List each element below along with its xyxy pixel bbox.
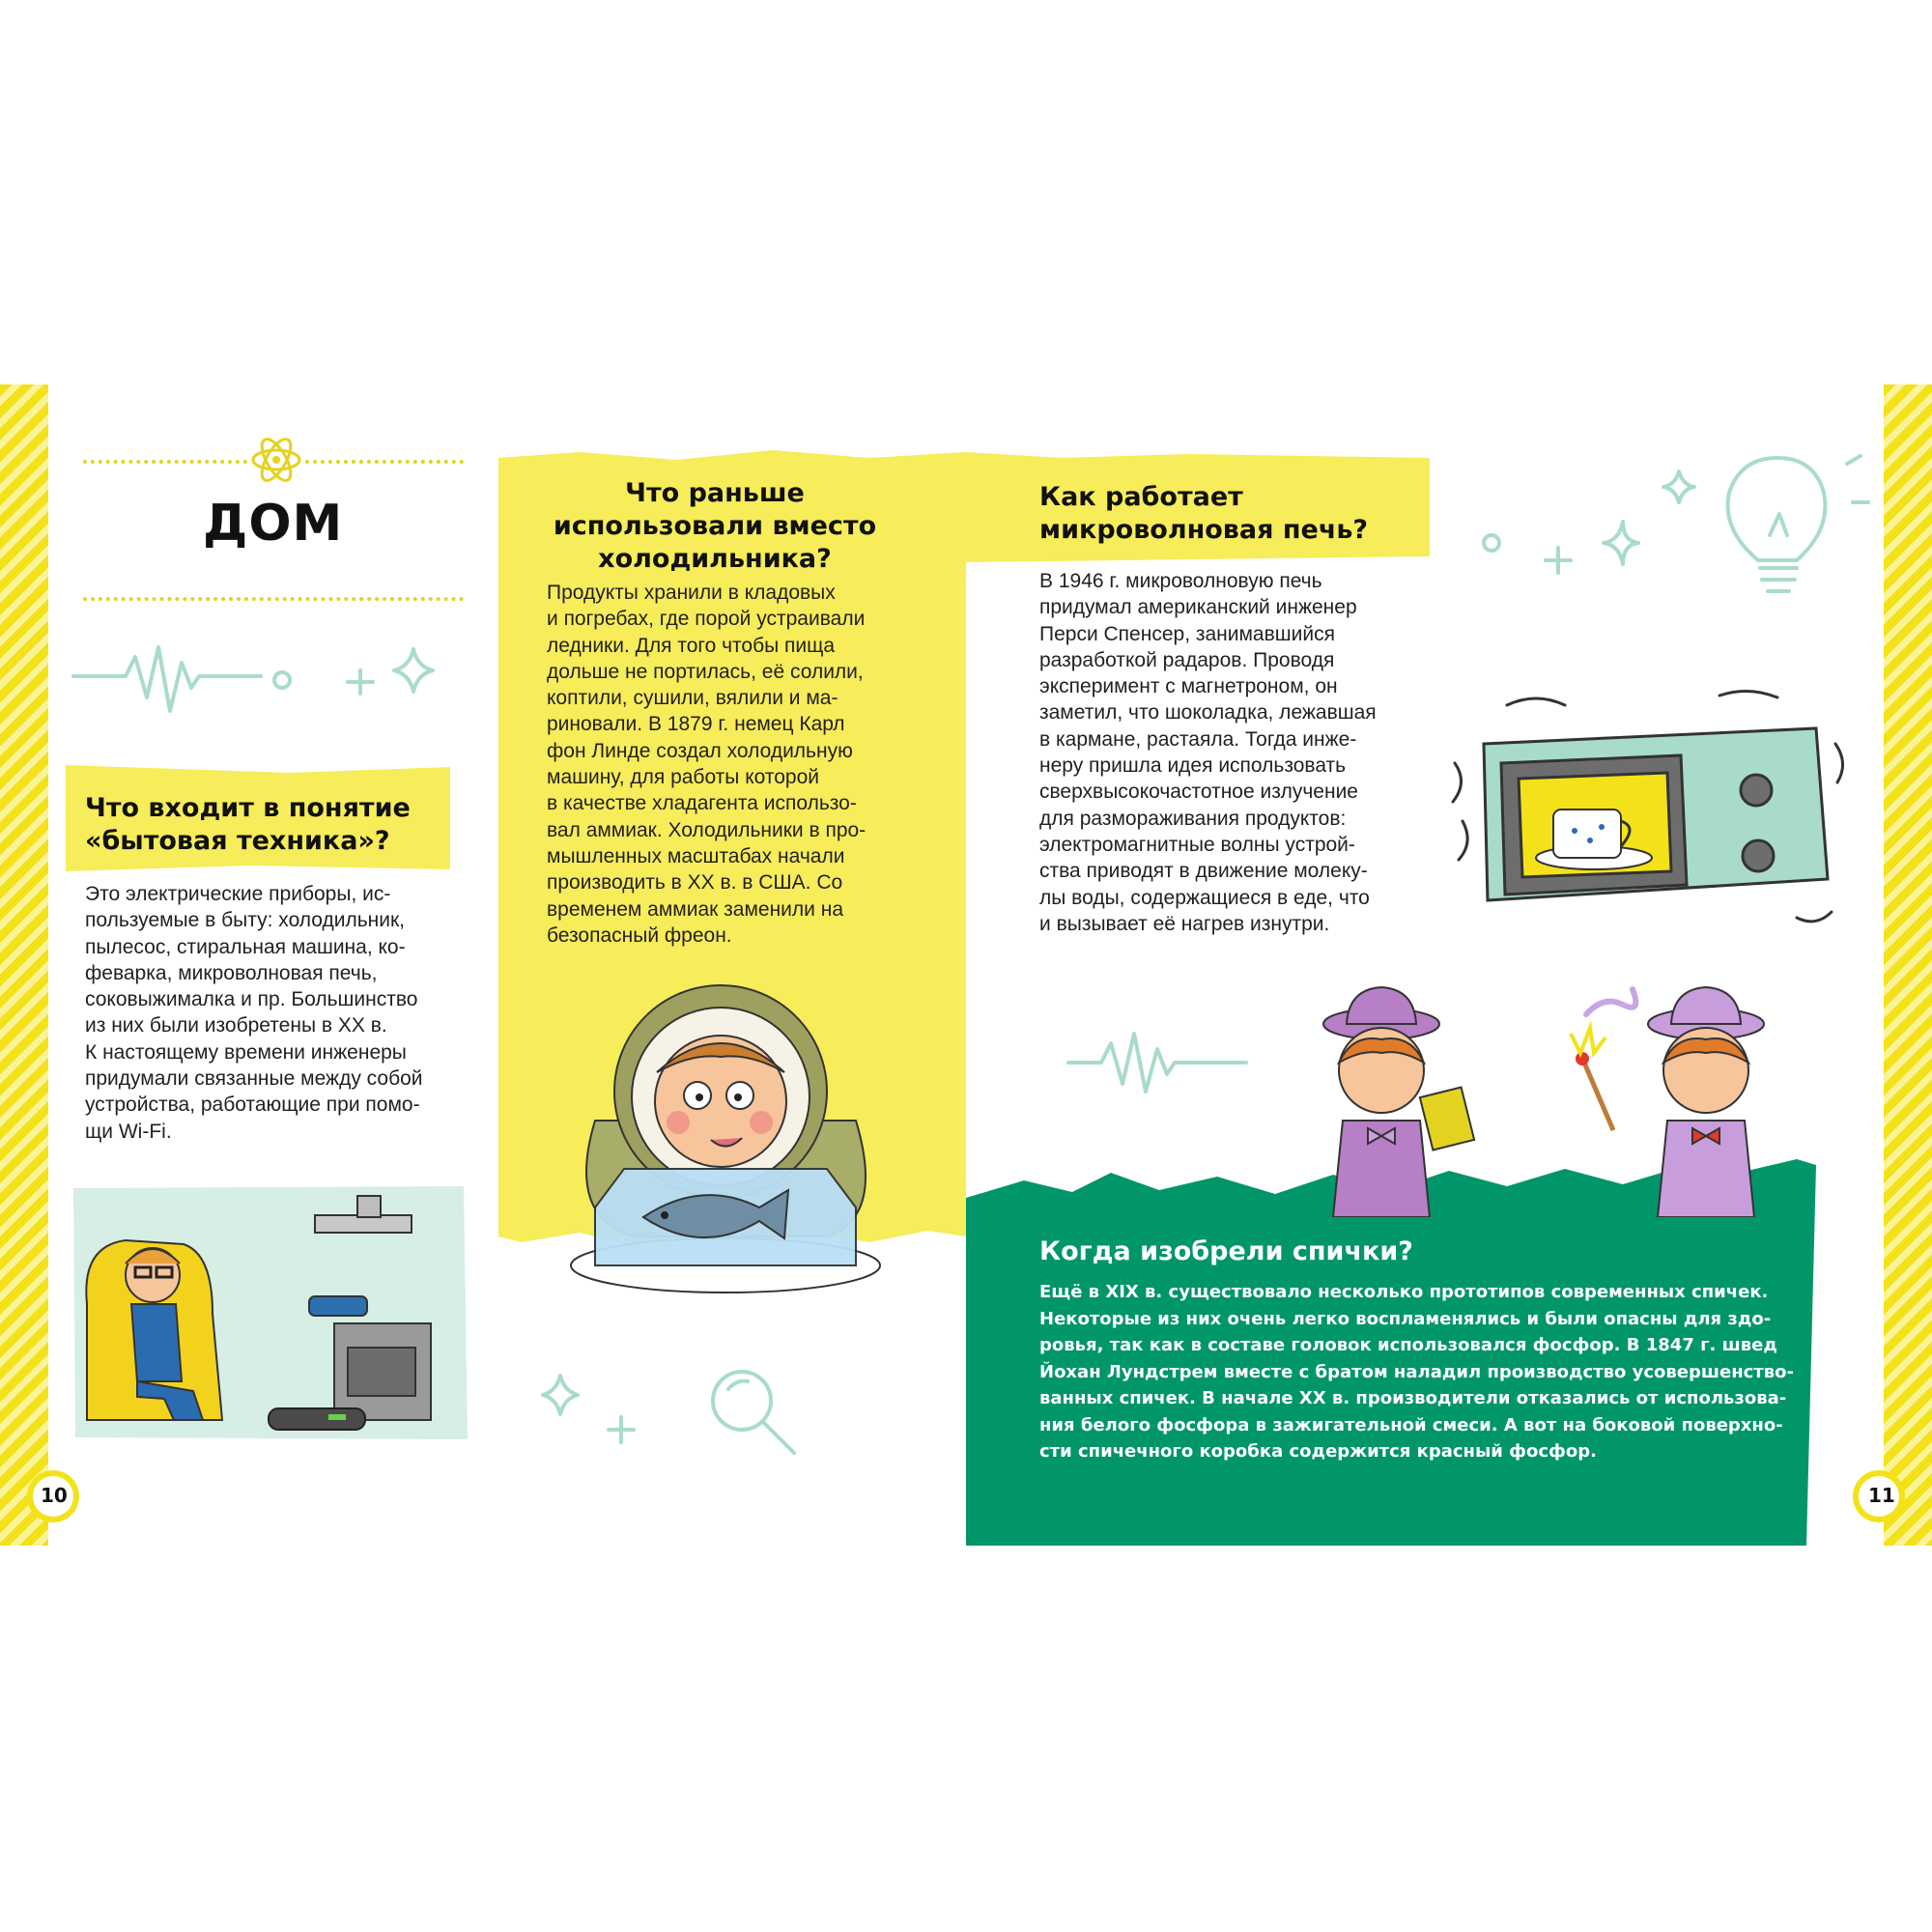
- wave-icon-right: [1063, 1024, 1256, 1101]
- fridge-heading-line: Что раньше: [625, 478, 805, 508]
- appliances-heading: [85, 792, 411, 858]
- page-title: ДОМ: [203, 495, 344, 553]
- child-with-frozen-fish-illustration: [537, 976, 914, 1294]
- left-page-number: 10: [41, 1484, 68, 1507]
- wave-icon: [68, 628, 454, 724]
- microwave-heading-line: Как работает: [1039, 482, 1243, 512]
- man-relaxing-illustration: [68, 1179, 473, 1449]
- microwave-illustration: [1449, 686, 1855, 956]
- matches-illustration: [1285, 985, 1826, 1217]
- right-page-number: 11: [1868, 1484, 1895, 1507]
- matches-text: Ещё в XIX в. существовало несколько прототипов современных спичек. Некоторые из них очень легко воспламенялись и были опасны для здо- ровья, так как в составе головок использовался фосфор. В 1847 г. швед Йохан Лундстрем вместе с братом наладил производство усовершенство- ванных спичек. В начале XX в. производители отказались от использова- ния белого фосфора в зажигательной смеси. А вот на боковой поверхно- сти спичечного коробка содержится красный фосфор.: [1039, 1282, 1794, 1462]
- fridge-heading: [541, 477, 889, 576]
- bottom-dotted-rule: [83, 597, 464, 601]
- matches-heading: Когда изобрели спички?: [1039, 1236, 1413, 1266]
- top-dotted-rule: [83, 460, 247, 464]
- magnifier-icon: [531, 1362, 879, 1468]
- top-dotted-rule-right: [305, 460, 464, 464]
- fridge-heading-line: холодильника?: [598, 544, 832, 574]
- fridge-heading-line: использовали вместо: [553, 511, 877, 541]
- microwave-heading-line: микроволновая печь?: [1039, 515, 1369, 545]
- microwave-text: В 1946 г. микроволновую печь придумал американский инженер Перси Спенсер, занимавшийся разработкой радаров. Проводя эксперимент с магнетроном, он заметил, что шоколадка, лежавшая в кармане, растаяла. Тогда инже- неру пришла идея использовать сверхвысокочастотное излучение для размораживания продуктов: электромагнитные волны устрой- ства приводят в движение молеку- лы воды, содержащиеся в еде, что и вызывает её нагрев изнутри.: [1039, 570, 1377, 935]
- appliances-text: Это электрические приборы, ис- пользуемые в быту: холодильник, пылесос, стиральная машина, ко- феварка, микроволновая печь, соковыжималка и пр. Большинство из них были изобретены в ХХ в. К настоящему времени инженеры придумали связанные между собой устройства, работающие при помо- щи Wi-Fi.: [85, 883, 423, 1143]
- lightbulb-icon: [1468, 454, 1874, 628]
- microwave-heading: [1039, 481, 1368, 547]
- appliances-heading-line: Что входит в понятие: [85, 793, 411, 823]
- appliances-heading-line: «бытовая техника»?: [85, 826, 390, 856]
- fridge-text: Продукты хранили в кладовых и погребах, где порой устраивали ледники. Для того чтобы пища дольше не портилась, её солили, коптили, сушили, вялили и ма- риновали. В 1879 г. немец Карл фон Линде создал холодильную машину, для работы которой в качестве хладагента использо- вал аммиак. Холодильники в про- мышленных масштабах начали производить в ХХ в. в США. Со временем аммиак заменили на безопасный фреон.: [547, 582, 867, 947]
- atom-icon: [247, 431, 305, 489]
